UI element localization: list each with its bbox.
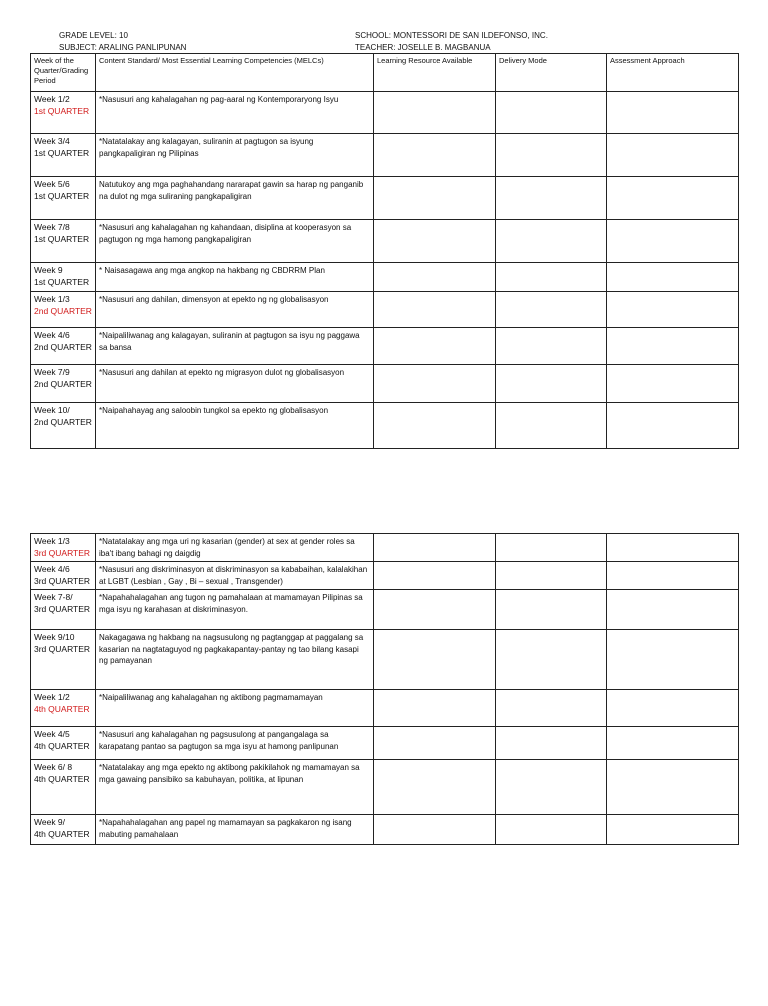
week-cell: [31, 292, 96, 328]
assessment-cell: [607, 534, 739, 562]
table-row: [31, 630, 739, 690]
content-cell: [96, 365, 374, 403]
table-row: [31, 590, 739, 630]
week-cell: [31, 760, 96, 815]
col-resource-header: Learning Resource Available: [374, 54, 496, 92]
table-row: [31, 177, 739, 220]
grade-level: GRADE LEVEL: 10: [59, 31, 128, 40]
melc-text: *Nasusuri ang dahilan, dimensyon at epekto ng ng globalisasyon: [99, 295, 329, 304]
assessment-cell: [607, 92, 739, 134]
quarter-label: 4th QUARTER: [34, 740, 90, 751]
table-row: [31, 365, 739, 403]
content-cell: [96, 562, 374, 590]
quarter-label: 1st QUARTER: [34, 276, 90, 287]
content-cell: [96, 690, 374, 727]
quarter-label: 1st QUARTER: [34, 105, 90, 116]
week-label: Week 7-8/: [34, 592, 73, 602]
table-row: [31, 328, 739, 365]
table-row: [31, 263, 739, 292]
assessment-cell: [607, 630, 739, 690]
melc-text: *Naipahahayag ang saloobin tungkol sa epekto ng globalisasyon: [99, 406, 329, 415]
week-label: Week 4/5: [34, 729, 70, 739]
delivery-cell: [496, 562, 607, 590]
delivery-cell: [496, 534, 607, 562]
delivery-cell: [496, 220, 607, 263]
delivery-cell: [496, 760, 607, 815]
delivery-cell: [496, 690, 607, 727]
assessment-cell: [607, 263, 739, 292]
quarter-label: 3rd QUARTER: [34, 603, 91, 614]
delivery-cell: [496, 815, 607, 845]
resource-cell: [374, 562, 496, 590]
col-content-header: Content Standard/ Most Essential Learning Competencies (MELCs): [96, 54, 374, 92]
resource-cell: [374, 690, 496, 727]
col-week-header: Week of the Quarter/Grading Period: [31, 54, 96, 92]
content-cell: [96, 134, 374, 177]
subject: SUBJECT: ARALING PANLIPUNAN: [59, 43, 187, 52]
delivery-cell: [496, 134, 607, 177]
melc-text: *Nasusuri ang diskriminasyon at diskriminasyon sa kababaihan, kalalakihan at LGBT (Lesbian , Gay , Bi – sexual , Transgender): [99, 565, 368, 586]
week-label: Week 6/ 8: [34, 762, 73, 772]
delivery-cell: [496, 590, 607, 630]
content-cell: [96, 727, 374, 760]
melc-text: *Natatalakay ang kalagayan, suliranin at pagtugon sa isyung pangkapaligiran ng Pilipinas: [99, 137, 314, 158]
content-cell: [96, 403, 374, 449]
assessment-cell: [607, 727, 739, 760]
quarter-label: 2nd QUARTER: [34, 341, 92, 352]
table-row: [31, 92, 739, 134]
table-row: [31, 727, 739, 760]
delivery-cell: [496, 92, 607, 134]
week-cell: [31, 177, 96, 220]
week-label: Week 7/9: [34, 367, 70, 377]
resource-cell: [374, 590, 496, 630]
quarter-label: 2nd QUARTER: [34, 378, 92, 389]
melc-text: Natutukoy ang mga paghahandang nararapat gawin sa harap ng panganib na dulot ng mga suliraning pangkapaligiran: [99, 180, 364, 201]
quarter-label: 4th QUARTER: [34, 773, 90, 784]
week-label: Week 1/3: [34, 536, 70, 546]
table-header-row: [31, 54, 739, 92]
delivery-cell: [496, 177, 607, 220]
melc-text: *Natatalakay ang mga uri ng kasarian (gender) at sex at gender roles sa iba't ibang bahagi ng daigdig: [99, 537, 355, 558]
quarter-label: 3rd QUARTER: [34, 575, 91, 586]
content-cell: [96, 292, 374, 328]
week-cell: [31, 630, 96, 690]
resource-cell: [374, 630, 496, 690]
teacher-name: TEACHER: JOSELLE B. MAGBANUA: [355, 43, 491, 52]
resource-cell: [374, 815, 496, 845]
content-cell: [96, 760, 374, 815]
quarter-label: 2nd QUARTER: [34, 416, 92, 427]
resource-cell: [374, 365, 496, 403]
melc-text: *Naipaliliwanag ang kahalagahan ng aktibong pagmamamayan: [99, 693, 323, 702]
melc-text: *Nasusuri ang kahalagahan ng kahandaan, disiplina at kooperasyon sa pagtugon ng mga hamong pangkapaligiran: [99, 223, 352, 244]
week-cell: [31, 534, 96, 562]
table-row: [31, 815, 739, 845]
table-row: [31, 534, 739, 562]
melc-text: *Napahahalagahan ang papel ng mamamayan sa pagkakaron ng isang mabuting pamahalaan: [99, 818, 352, 839]
content-cell: [96, 590, 374, 630]
content-cell: [96, 92, 374, 134]
assessment-cell: [607, 760, 739, 815]
week-label: Week 10/: [34, 405, 70, 415]
week-cell: [31, 365, 96, 403]
melc-text: Nakagagawa ng hakbang na nagsusulong ng pagtanggap at paggalang sa kasarian na nagtataguyod ng pagkakapantay-pantay ng tao bilang kasapi ng pamayanan: [99, 633, 364, 665]
content-cell: [96, 534, 374, 562]
assessment-cell: [607, 177, 739, 220]
col-assessment-header: Assessment Approach: [607, 54, 739, 92]
assessment-cell: [607, 562, 739, 590]
melc-table-2: [30, 533, 739, 845]
table-row: [31, 292, 739, 328]
melc-text: *Naipaliliwanag ang kalagayan, suliranin at pagtugon sa isyu ng paggawa sa bansa: [99, 331, 360, 352]
delivery-cell: [496, 328, 607, 365]
content-cell: [96, 263, 374, 292]
week-label: Week 1/2: [34, 692, 70, 702]
melc-text: *Nasusuri ang kahalagahan ng pagsusulong at pangangalaga sa karapatang pantao sa pagtugon sa mga isyu at hamong panlipunan: [99, 730, 339, 751]
content-cell: [96, 630, 374, 690]
assessment-cell: [607, 220, 739, 263]
content-cell: [96, 815, 374, 845]
week-label: Week 5/6: [34, 179, 70, 189]
quarter-label: 1st QUARTER: [34, 147, 90, 158]
week-cell: [31, 562, 96, 590]
resource-cell: [374, 177, 496, 220]
assessment-cell: [607, 328, 739, 365]
table-row: [31, 690, 739, 727]
delivery-cell: [496, 403, 607, 449]
week-label: Week 9/10: [34, 632, 75, 642]
assessment-cell: [607, 590, 739, 630]
week-cell: [31, 727, 96, 760]
quarter-label: 4th QUARTER: [34, 828, 90, 839]
delivery-cell: [496, 727, 607, 760]
resource-cell: [374, 92, 496, 134]
assessment-cell: [607, 690, 739, 727]
week-label: Week 7/8: [34, 222, 70, 232]
week-label: Week 4/6: [34, 564, 70, 574]
delivery-cell: [496, 365, 607, 403]
table-row: [31, 134, 739, 177]
week-label: Week 1/3: [34, 294, 70, 304]
resource-cell: [374, 534, 496, 562]
table-row: [31, 760, 739, 815]
week-cell: [31, 403, 96, 449]
delivery-cell: [496, 630, 607, 690]
week-label: Week 3/4: [34, 136, 70, 146]
melc-table-1: [30, 53, 739, 449]
content-cell: [96, 177, 374, 220]
resource-cell: [374, 727, 496, 760]
week-cell: [31, 815, 96, 845]
week-cell: [31, 220, 96, 263]
assessment-cell: [607, 403, 739, 449]
week-label: Week 9: [34, 265, 63, 275]
assessment-cell: [607, 134, 739, 177]
quarter-label: 1st QUARTER: [34, 233, 90, 244]
quarter-label: 1st QUARTER: [34, 190, 90, 201]
resource-cell: [374, 403, 496, 449]
quarter-label: 4th QUARTER: [34, 703, 90, 714]
assessment-cell: [607, 815, 739, 845]
delivery-cell: [496, 292, 607, 328]
week-cell: [31, 263, 96, 292]
quarter-label: 2nd QUARTER: [34, 305, 92, 316]
resource-cell: [374, 220, 496, 263]
resource-cell: [374, 760, 496, 815]
table-row: [31, 220, 739, 263]
melc-text: *Nasusuri ang kahalagahan ng pag-aaral ng Kontemporaryong Isyu: [99, 95, 339, 104]
week-label: Week 1/2: [34, 94, 70, 104]
melc-text: *Napahahalagahan ang tugon ng pamahalaan at mamamayan Pilipinas sa mga isyu ng karahasan at diskriminasyon.: [99, 593, 363, 614]
week-cell: [31, 92, 96, 134]
resource-cell: [374, 263, 496, 292]
week-label: Week 9/: [34, 817, 66, 827]
week-cell: [31, 328, 96, 365]
week-cell: [31, 690, 96, 727]
week-label: Week 4/6: [34, 330, 70, 340]
resource-cell: [374, 328, 496, 365]
assessment-cell: [607, 292, 739, 328]
table-row: [31, 403, 739, 449]
melc-text: *Natatalakay ang mga epekto ng aktibong pakikilahok ng mamamayan sa mga gawaing pansibiko sa kabuhayan, politika, at lipunan: [99, 763, 360, 784]
delivery-cell: [496, 263, 607, 292]
table-row: [31, 562, 739, 590]
resource-cell: [374, 292, 496, 328]
melc-text: * Naisasagawa ang mga angkop na hakbang ng CBDRRM Plan: [99, 266, 325, 275]
melc-text: *Nasusuri ang dahilan at epekto ng migrasyon dulot ng globalisasyon: [99, 368, 345, 377]
col-delivery-header: Delivery Mode: [496, 54, 607, 92]
content-cell: [96, 220, 374, 263]
content-cell: [96, 328, 374, 365]
assessment-cell: [607, 365, 739, 403]
school-name: SCHOOL: MONTESSORI DE SAN ILDEFONSO, INC.: [355, 31, 548, 40]
week-cell: [31, 134, 96, 177]
quarter-label: 3rd QUARTER: [34, 643, 91, 654]
quarter-label: 3rd QUARTER: [34, 547, 91, 558]
week-cell: [31, 590, 96, 630]
resource-cell: [374, 134, 496, 177]
